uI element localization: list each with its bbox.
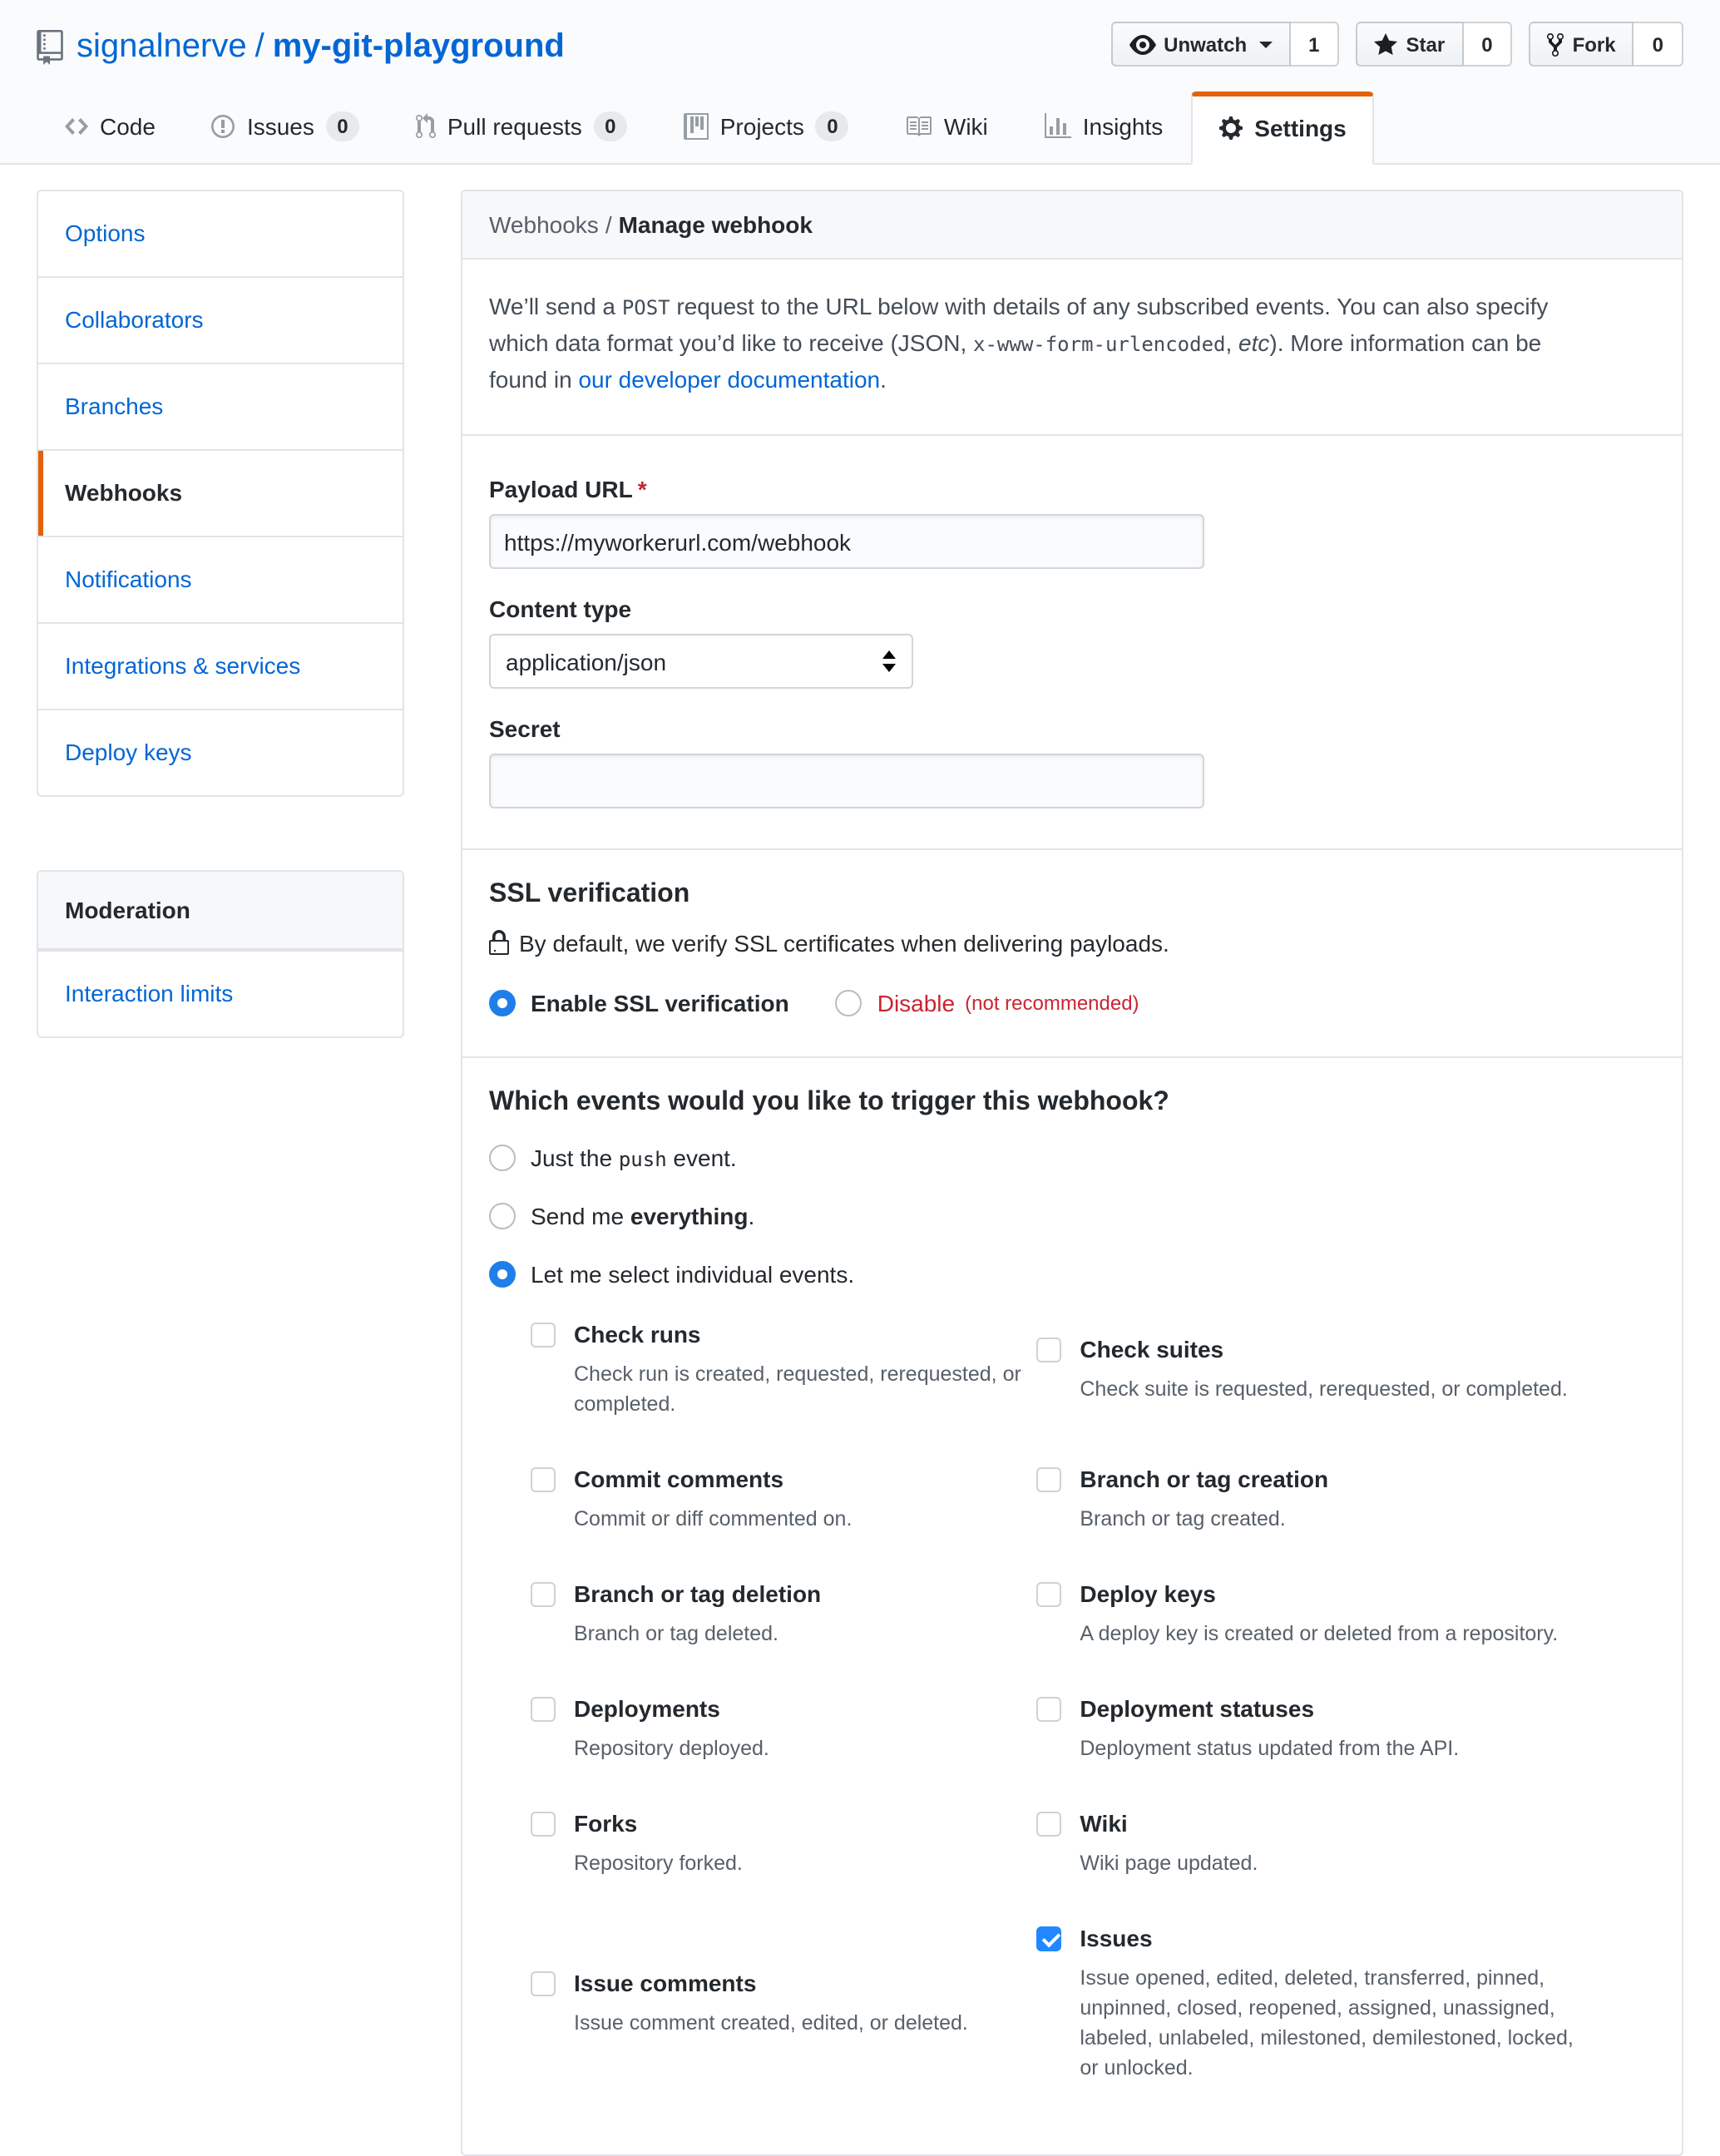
sidebar-item-notifications[interactable]: Notifications <box>38 536 403 622</box>
events-row <box>531 1579 1655 1694</box>
event-checkbox-check-runs[interactable]: Check runs Check run is created, requested, rerequested, or completed. <box>531 1319 1036 1419</box>
radio-icon <box>489 1145 516 1171</box>
webhook-form-section <box>462 436 1682 850</box>
event-checkbox-check-suites[interactable]: Check suites Check suite is requested, rerequested, or completed. <box>1036 1334 1655 1404</box>
event-checkbox-branch-tag-creation[interactable]: Branch or tag creation Branch or tag created. <box>1036 1464 1655 1534</box>
just-push-radio[interactable]: Just the push event. <box>489 1145 1655 1171</box>
select-caret-icon <box>882 650 897 672</box>
forks-count[interactable]: 0 <box>1634 22 1683 67</box>
sidebar-item-integrations[interactable]: Integrations & services <box>38 622 403 709</box>
events-table <box>531 1319 1655 2128</box>
checkbox-icon <box>531 1323 556 1348</box>
event-checkbox-wiki[interactable]: Wiki Wiki page updated. <box>1036 1808 1655 1878</box>
checkbox-icon <box>1036 1812 1061 1837</box>
required-asterisk: * <box>637 476 647 502</box>
repo-actions <box>1110 22 1683 67</box>
intro-text: We’ll send a POST request to the URL below with details of any subscribed events. You can also specify which data format you’d like to receive (JSON, x-www-form-urlencoded, etc). More information can be found in our developer documentation. <box>489 293 1549 393</box>
tab-projects[interactable]: Projects 0 <box>655 91 877 163</box>
graph-icon <box>1045 113 1071 140</box>
sidebar-item-options[interactable]: Options <box>65 220 146 246</box>
repo-owner-link[interactable]: signalnerve <box>77 28 247 65</box>
tab-insights[interactable]: Insights <box>1016 91 1192 163</box>
page-title: Manage webhook <box>618 211 813 238</box>
tab-settings[interactable]: Settings <box>1191 91 1374 165</box>
event-checkbox-commit-comments[interactable]: Commit comments Commit or diff commented on. <box>531 1464 1036 1534</box>
events-section <box>462 1058 1682 2154</box>
secret-label: Secret <box>489 715 561 742</box>
star-button-group <box>1357 22 1513 67</box>
radio-selected-icon <box>489 1261 516 1288</box>
sidebar-item-branches[interactable]: Branches <box>38 363 403 449</box>
book-icon <box>906 113 932 140</box>
event-checkbox-deploy-keys[interactable]: Deploy keys A deploy key is created or deleted from a repository. <box>1036 1579 1655 1649</box>
payload-url-label: Payload URL * <box>489 476 647 502</box>
ssl-heading: SSL verification <box>489 880 690 908</box>
checkbox-icon <box>531 1697 556 1722</box>
enable-ssl-radio[interactable]: Enable SSL verification <box>489 990 789 1016</box>
events-radio-group <box>489 1145 1655 1288</box>
repo-nav <box>0 91 1720 163</box>
post-code: POST <box>621 296 670 319</box>
lock-icon <box>489 930 509 957</box>
watchers-count[interactable]: 1 <box>1290 22 1339 67</box>
content-type-value: application/json <box>506 648 667 675</box>
individual-events-radio[interactable]: Let me select individual events. <box>489 1261 1655 1288</box>
radio-icon <box>836 990 862 1016</box>
payload-url-input[interactable] <box>489 514 1204 569</box>
radio-icon <box>489 1203 516 1229</box>
events-row <box>531 1319 1655 1464</box>
events-row <box>531 1694 1655 1808</box>
webhook-panel <box>461 190 1683 2156</box>
sidebar-item-webhooks[interactable]: Webhooks <box>38 449 403 536</box>
checkbox-icon <box>1036 1582 1061 1607</box>
repo-title-separator: / <box>255 28 264 65</box>
repo-header <box>0 0 1720 165</box>
caret-down-icon <box>1258 41 1272 54</box>
intro-section <box>462 260 1682 436</box>
disable-ssl-radio[interactable]: Disable (not recommended) <box>836 990 1139 1016</box>
fork-button[interactable]: Fork <box>1530 22 1634 67</box>
repo-title <box>37 25 565 68</box>
urlencoded-code: x-www-form-urlencoded <box>973 333 1226 356</box>
gear-icon <box>1219 114 1243 141</box>
events-heading: Which events would you like to trigger this webhook? <box>489 1088 1169 1116</box>
event-checkbox-deployments[interactable]: Deployments Repository deployed. <box>531 1694 1036 1763</box>
checkbox-icon <box>531 1812 556 1837</box>
tab-wiki[interactable]: Wiki <box>877 91 1016 163</box>
checkbox-icon <box>531 1467 556 1492</box>
radio-selected-icon <box>489 990 516 1016</box>
event-checkbox-branch-tag-deletion[interactable]: Branch or tag deletion Branch or tag deleted. <box>531 1579 1036 1649</box>
sidebar-item-deploy-keys[interactable]: Deploy keys <box>38 709 403 795</box>
event-checkbox-issues[interactable]: Issues Issue opened, edited, deleted, transferred, pinned, unpinned, closed, reopened, assigned, unassigned, labeled, unlabeled, milestoned, demilestoned, locked, or unlocked. <box>1036 1923 1655 2083</box>
checkbox-icon <box>531 1971 556 1996</box>
settings-menu <box>37 190 404 797</box>
tab-issues[interactable]: Issues 0 <box>184 91 388 163</box>
issues-counter: 0 <box>326 111 359 141</box>
event-checkbox-forks[interactable]: Forks Repository forked. <box>531 1808 1036 1878</box>
secret-input[interactable] <box>489 754 1204 808</box>
pull-requests-counter: 0 <box>594 111 627 141</box>
breadcrumb-webhooks-link[interactable]: Webhooks <box>489 211 599 238</box>
content-type-label: Content type <box>489 596 632 622</box>
unwatch-button[interactable]: Unwatch <box>1110 22 1290 67</box>
fork-button-group <box>1530 22 1683 67</box>
watch-button-group <box>1110 22 1339 67</box>
checkbox-checked-icon <box>1036 1926 1061 1951</box>
star-icon <box>1375 31 1398 57</box>
content-type-select[interactable] <box>489 634 913 689</box>
moderation-header: Moderation <box>38 872 403 950</box>
eye-icon <box>1129 31 1155 57</box>
event-checkbox-deployment-statuses[interactable]: Deployment statuses Deployment status updated from the API. <box>1036 1694 1655 1763</box>
ssl-note: By default, we verify SSL certificates when delivering payloads. <box>489 930 1655 957</box>
sidebar-item-interaction-limits[interactable]: Interaction limits <box>38 950 403 1036</box>
tab-code[interactable]: Code <box>37 91 184 163</box>
events-row <box>531 1923 1655 2128</box>
project-icon <box>684 113 709 140</box>
breadcrumb <box>462 191 1682 260</box>
events-row <box>531 1808 1655 1923</box>
sidebar-item-collaborators[interactable]: Collaborators <box>38 276 403 363</box>
breadcrumb-separator: / <box>605 211 612 238</box>
checkbox-icon <box>1036 1467 1061 1492</box>
pull-request-icon <box>416 113 436 140</box>
tab-pull-requests[interactable]: Pull requests 0 <box>388 91 655 163</box>
events-row <box>531 1464 1655 1579</box>
star-button[interactable]: Star <box>1357 22 1464 67</box>
issue-icon <box>212 113 235 140</box>
repo-icon <box>37 29 63 64</box>
moderation-menu <box>37 870 404 1038</box>
disable-ssl-note: (not recommended) <box>965 991 1139 1015</box>
code-icon <box>65 113 88 140</box>
checkbox-icon <box>1036 1697 1061 1722</box>
send-everything-radio[interactable]: Send me everything. <box>489 1203 1655 1229</box>
checkbox-icon <box>1036 1338 1061 1362</box>
stars-count[interactable]: 0 <box>1463 22 1512 67</box>
checkbox-icon <box>531 1582 556 1607</box>
projects-counter: 0 <box>816 111 849 141</box>
push-code: push <box>618 1148 667 1171</box>
developer-documentation-link[interactable]: our developer documentation <box>578 366 881 393</box>
settings-sidebar <box>37 190 404 1038</box>
repo-name-link[interactable]: my-git-playground <box>272 28 565 65</box>
fork-icon <box>1548 31 1564 57</box>
ssl-section <box>462 850 1682 1058</box>
event-checkbox-issue-comments[interactable]: Issue comments Issue comment created, edited, or deleted. <box>531 1968 1036 2038</box>
